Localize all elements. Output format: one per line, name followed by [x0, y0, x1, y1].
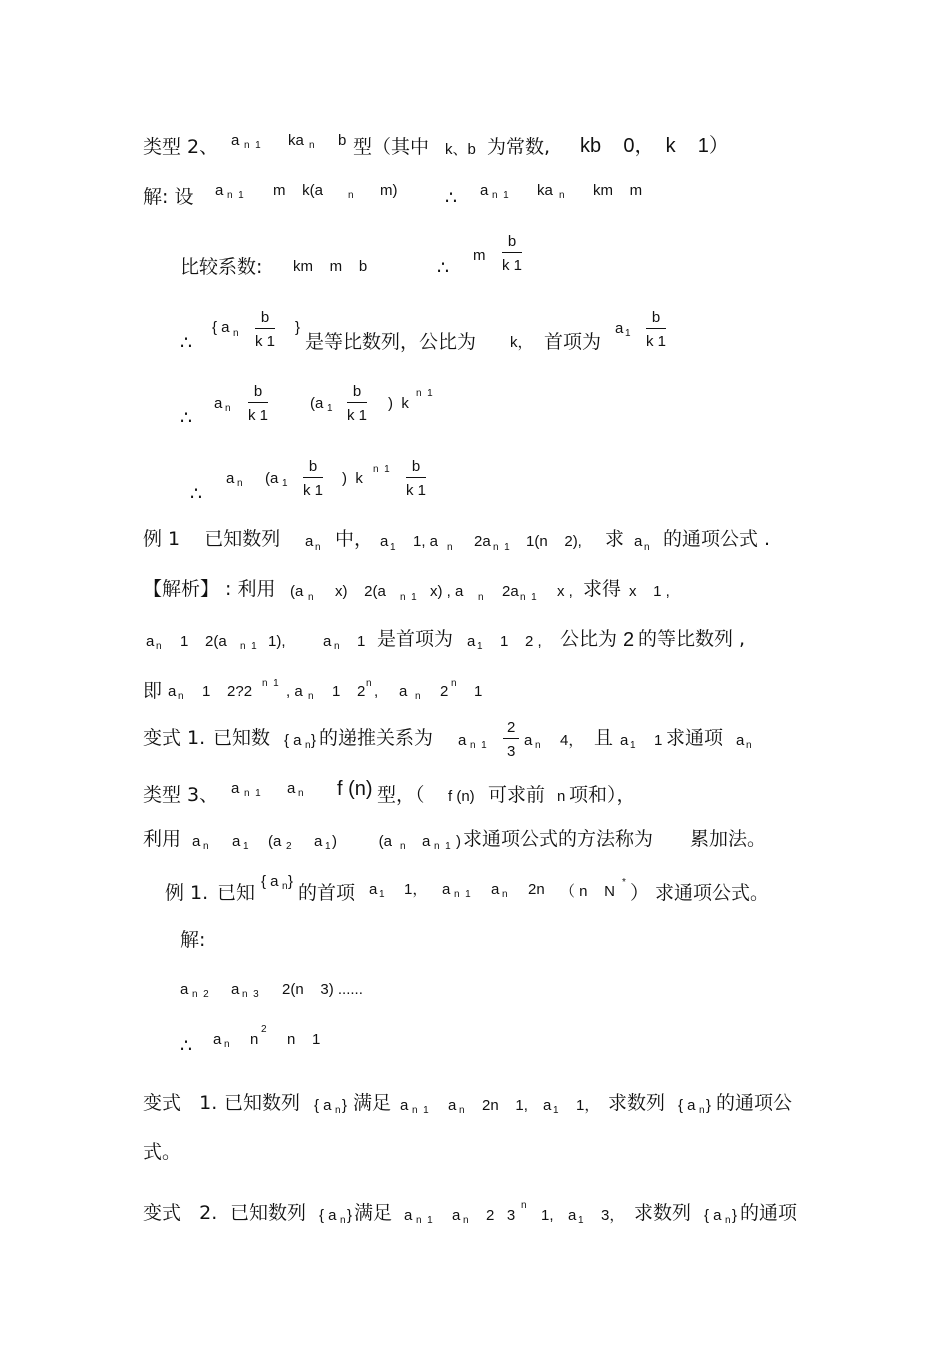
solution-label: 解: 设 [143, 186, 194, 208]
math: a [448, 1097, 457, 1114]
text: 满足 [353, 1092, 392, 1114]
math: a [305, 533, 314, 550]
fraction: $\frac{b}{k 1}$ [406, 458, 427, 499]
math-sub: n [746, 740, 752, 751]
math-sub: n 1 [412, 1105, 429, 1116]
math: } [347, 1207, 353, 1224]
math-sub: n [178, 691, 184, 702]
math: , a [374, 683, 408, 700]
math: { a [319, 1207, 337, 1224]
math-sub: n [478, 592, 484, 603]
text: 项和）， [569, 784, 636, 806]
math-sup: n [521, 1200, 527, 1211]
math: 2a [474, 533, 491, 550]
math-sub: n [400, 841, 406, 852]
text: 已知数列 [224, 1092, 301, 1114]
math-sub: n 1 [470, 740, 487, 751]
math-sub: n [644, 542, 650, 553]
math: 1(n 2), [526, 533, 582, 550]
variant-2-heading: 变式 2. [143, 1202, 218, 1224]
math-sub: 1 [390, 542, 396, 553]
math-sub: n 1 [400, 592, 417, 603]
math: a [615, 320, 624, 337]
math: m [473, 247, 486, 264]
math: a [400, 1097, 409, 1114]
text: 公比为 [560, 628, 618, 650]
math: a [231, 780, 240, 797]
text: 已知 [217, 882, 256, 904]
math: ) k [388, 395, 409, 412]
math-sub: n 1 [520, 592, 537, 603]
text: 为常数, [487, 136, 551, 158]
therefore-symbol: ∴ [445, 187, 458, 209]
fraction: $\frac{b}{k 1}$ [255, 309, 276, 350]
type3-heading: 类型 3、 [143, 784, 219, 806]
text: 求数列 [634, 1202, 692, 1224]
text: 的通项 [740, 1202, 798, 1224]
math: 2 [440, 683, 449, 700]
math-sup: n 1 [373, 464, 390, 475]
math-sub: n [224, 1039, 230, 1050]
math: f (n) [448, 788, 475, 805]
text: 型，（ [377, 784, 425, 806]
math: a [480, 182, 489, 199]
math: 1， [576, 1097, 600, 1114]
math-sub: 2 [286, 841, 292, 852]
solution-label: 解: [180, 929, 206, 951]
math-sub: 1 [625, 328, 631, 339]
math: ) (a [332, 833, 393, 850]
text: 求得 [583, 578, 622, 600]
therefore-symbol: ∴ [437, 257, 450, 279]
math: a [287, 780, 296, 797]
math-sub: n 1 [244, 140, 261, 151]
text: 式。 [143, 1141, 182, 1163]
therefore-symbol: ∴ [180, 1035, 193, 1057]
math-sub: n [237, 478, 243, 489]
math: k， [510, 334, 533, 351]
math: a [226, 470, 235, 487]
math: 1), [268, 633, 286, 650]
math: } [311, 732, 317, 749]
text: 的通项公 [716, 1092, 793, 1114]
math-sub: n [233, 328, 239, 339]
math-sub: n 2 [192, 989, 209, 1000]
math-sub: n 1 [454, 889, 471, 900]
math: a [422, 833, 431, 850]
math-sup: 2 [261, 1024, 267, 1035]
fraction: $\frac{b}{k 1}$ [248, 383, 269, 424]
math-sub: n [156, 641, 162, 652]
text: 的首项 [298, 882, 356, 904]
text: 且 [594, 727, 614, 749]
math: m k(a [273, 182, 324, 199]
math-sup: n [451, 678, 457, 689]
math-sub: n [348, 190, 354, 201]
math: n 1 [287, 1031, 321, 1048]
math: } [342, 1097, 348, 1114]
math: a [323, 633, 332, 650]
text: 是等比数列，公比为 [305, 331, 477, 353]
math-sup: n [366, 678, 372, 689]
math-sub: n [535, 740, 541, 751]
math: 2 [623, 629, 635, 651]
text: 求通项 [666, 727, 724, 749]
math-sub: n [463, 1215, 469, 1226]
text: 的通项公式 . [663, 528, 771, 550]
text: ） [630, 882, 650, 904]
math-sub: n [725, 1215, 731, 1226]
math: a [442, 881, 451, 898]
math-sub: n [559, 190, 565, 201]
example-1b-heading: 例 1. [165, 882, 209, 904]
text: 的递推关系为 [319, 727, 434, 749]
math: a [380, 533, 389, 550]
math-sub: 1 [477, 641, 483, 652]
math: (a [290, 583, 304, 600]
math: 1 [654, 732, 663, 749]
math: , a [286, 683, 303, 700]
math-sub: n [415, 691, 421, 702]
math: a [314, 833, 323, 850]
math: 1, [541, 1207, 554, 1224]
math: x 1 , [629, 583, 670, 600]
math: 2a [502, 583, 519, 600]
math-sub: n 3 [242, 989, 259, 1000]
fraction: $\frac{b}{k 1}$ [502, 233, 523, 274]
math-sub: n 1 [416, 1215, 433, 1226]
math-sub: 1 [578, 1215, 584, 1226]
math: km m [593, 182, 643, 199]
math-sub: 1 [325, 841, 331, 852]
math-sub: 1 [553, 1105, 559, 1116]
math: a [543, 1097, 552, 1114]
example-1-heading: 例 1 已知数列 [143, 528, 281, 550]
type2-heading: 类型 2、 [143, 136, 219, 158]
math: 1 2?2 [202, 683, 253, 700]
math: (a [268, 833, 282, 850]
therefore-symbol: ∴ [180, 332, 193, 354]
text: 比较系数: [180, 256, 263, 278]
math-sub: 1 [243, 841, 249, 852]
math-sub: n 1 [434, 841, 451, 852]
math-sub: 1 [379, 889, 385, 900]
math-sub: n [308, 691, 314, 702]
text: 是首项为 [377, 628, 454, 650]
math: x) , a [430, 583, 464, 600]
math: b [338, 132, 347, 149]
math-sub: n [447, 542, 453, 553]
math: （ n N [560, 883, 616, 900]
math: n [557, 788, 566, 805]
math: a [168, 683, 177, 700]
math: { a [704, 1207, 722, 1224]
fraction: $\frac{b}{k 1}$ [303, 458, 324, 499]
math: a [491, 881, 500, 898]
math: 4， [560, 732, 584, 749]
math: { a [212, 319, 230, 336]
math: a [634, 533, 643, 550]
math-sub: n 1 [244, 788, 261, 799]
math: a [736, 732, 745, 749]
math-sub: n [334, 641, 340, 652]
math: 2(n 3) ...... [282, 981, 363, 998]
math-sub: n [309, 140, 315, 151]
math-sub: n 1 [240, 641, 257, 652]
math-sub: n 1 [493, 542, 510, 553]
math: 2n 1, [482, 1097, 528, 1114]
math: a [458, 732, 467, 749]
math: x) 2(a [335, 583, 386, 600]
math: a [232, 833, 241, 850]
math: a [452, 1207, 461, 1224]
math: a [404, 1207, 413, 1224]
math-sub: n [459, 1105, 465, 1116]
math: a [369, 881, 378, 898]
math-sub: n [308, 592, 314, 603]
math: a [213, 1031, 222, 1048]
math: 1, a [413, 533, 439, 550]
therefore-symbol: ∴ [190, 483, 203, 505]
math-sub: n [305, 740, 311, 751]
fraction: $\frac{2}{3}$ [503, 719, 519, 760]
text: 已知数 [213, 727, 271, 749]
math-sub: n [282, 881, 288, 892]
text: 累加法。 [690, 828, 767, 850]
text: 已知数列 [230, 1202, 307, 1224]
math: a [215, 182, 224, 199]
text: 利用 [143, 828, 182, 850]
math: (a [310, 395, 324, 412]
math: a [214, 395, 223, 412]
math: a [180, 981, 189, 998]
math: { a [314, 1097, 332, 1114]
math-sub: n [203, 841, 209, 852]
text: 的等比数列 , [638, 628, 746, 650]
math: a [524, 732, 533, 749]
math: 1 2 , [500, 633, 542, 650]
math-sup: n 1 [262, 678, 279, 689]
math-sub: 1 [630, 740, 636, 751]
math-sup: n 1 [416, 388, 433, 399]
math: 1， [404, 881, 428, 898]
math-sub: n [315, 542, 321, 553]
math: a [231, 132, 240, 149]
math: kb 0， k 1） [580, 135, 729, 157]
math: a [568, 1207, 577, 1224]
math: { a [261, 873, 279, 890]
math: (a [265, 470, 279, 487]
math: a [146, 633, 155, 650]
math: 1 [357, 633, 366, 650]
math-sub: n [340, 1215, 346, 1226]
math-sub: n [298, 788, 304, 799]
text: 中， [335, 528, 374, 550]
math: 2 3 [486, 1207, 516, 1224]
math: a [192, 833, 201, 850]
math: 1 2(a [180, 633, 227, 650]
math: { a [678, 1097, 696, 1114]
math: { a [284, 732, 302, 749]
text: 满足 [354, 1202, 393, 1224]
math: m) [380, 182, 398, 199]
math: ka [288, 132, 304, 149]
math-sub: n [699, 1105, 705, 1116]
math: f (n) [337, 778, 373, 800]
text: 求数列 [608, 1092, 666, 1114]
therefore-symbol: ∴ [180, 407, 193, 429]
math-sub: n [502, 889, 508, 900]
math: 2n [528, 881, 545, 898]
text: 求通项公式。 [655, 882, 770, 904]
text: 首项为 [544, 331, 602, 353]
text: 求 [605, 528, 625, 550]
math-sub: 1 [327, 403, 333, 414]
math: ka [537, 182, 553, 199]
text: 即 [143, 680, 163, 702]
math: a [467, 633, 476, 650]
math: 1 [474, 683, 483, 700]
math: x , [557, 583, 573, 600]
math: } [706, 1097, 712, 1114]
math: a [231, 981, 240, 998]
math: k、b [445, 141, 476, 158]
text: 型（其中 [353, 136, 430, 158]
variant-1b-heading: 变式 1. [143, 1092, 218, 1114]
fraction: $\frac{b}{k 1}$ [347, 383, 368, 424]
math-sup: * [622, 877, 626, 888]
math: 1 2 [332, 683, 366, 700]
math: ) k [342, 470, 363, 487]
math: ) [456, 833, 461, 850]
math: n [250, 1031, 259, 1048]
fraction: $\frac{b}{k 1}$ [646, 309, 667, 350]
text: 求通项公式的方法称为 [463, 828, 654, 850]
math-sub: n [225, 403, 231, 414]
analysis-label: 【解析】 : 利用 [143, 578, 276, 600]
math: } [288, 873, 294, 890]
variant-1-heading: 变式 1. [143, 727, 206, 749]
math: km m b [293, 258, 368, 275]
math: } [295, 319, 301, 336]
math-sub: 1 [282, 478, 288, 489]
math: } [732, 1207, 738, 1224]
math-sub: n 1 [492, 190, 509, 201]
math: a [620, 732, 629, 749]
text: 可求前 [488, 784, 546, 806]
math-sub: n 1 [227, 190, 244, 201]
math: 3， [601, 1207, 625, 1224]
math-sub: n [335, 1105, 341, 1116]
